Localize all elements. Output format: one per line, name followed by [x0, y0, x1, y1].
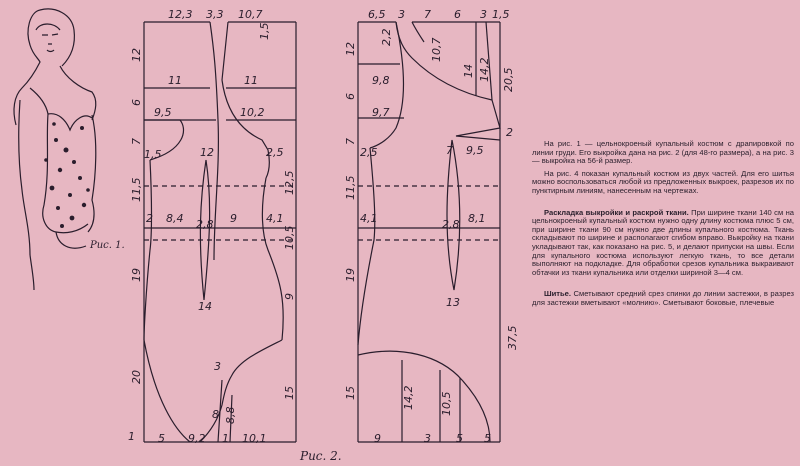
label-b-right-1: 20,5 [502, 67, 515, 92]
paragraph-4-body: Сметывают средний срез спинки до линии застежки, в разрез для застежки вметывают «молнию». Сметывают боковые, плечевые [532, 289, 794, 307]
label-a-left-7: 1 [128, 430, 135, 443]
label-b-bottom-3: 5 [456, 432, 463, 445]
label-b-left-5: 19 [344, 268, 357, 282]
label-a-bottom-4: 10,1 [242, 432, 267, 445]
paragraph-2: На рис. 4 показан купальный костюм из двух частей. Для его шитья можно воспользоваться любой из предложенных выкроек, разрезов их по пунктирным линиям, нанесенным на чертежах. [532, 168, 794, 195]
label-b-in-13: 13 [446, 296, 460, 309]
label-b-in-2: 10,7 [430, 37, 443, 62]
label-a-top-3: 10,7 [238, 8, 263, 21]
label-b-right-3: 37,5 [506, 325, 519, 350]
label-b-in-7: 2,5 [360, 146, 378, 159]
label-b-top-3: 7 [424, 8, 431, 21]
label-a-top-2: 3,3 [206, 8, 224, 21]
label-a-left-5: 19 [130, 268, 143, 282]
label-b-in-3: 14 [462, 64, 475, 78]
label-b-in-1: 2,2 [380, 28, 393, 46]
label-b-in-12: 8,1 [468, 212, 486, 225]
label-a-in-1: 11 [168, 74, 182, 87]
paragraph-4-title: Шитье. [544, 289, 572, 299]
label-a-left-2: 6 [130, 99, 143, 106]
label-b-top-2: 3 [398, 8, 405, 21]
label-b-in-6: 9,7 [372, 106, 390, 119]
label-a-in-4: 10,2 [240, 106, 265, 119]
floral-print [44, 122, 90, 228]
label-a-right-2: 12,5 [283, 170, 296, 195]
label-b-left-4: 11,5 [344, 175, 357, 200]
label-b-in-11: 2,8 [442, 218, 460, 231]
label-b-left-6: 15 [344, 386, 357, 400]
label-a-in-11: 9 [230, 212, 237, 225]
label-b-left-2: 6 [344, 93, 357, 100]
label-b-in-15: 10,5 [440, 391, 453, 416]
label-a-in-13: 14 [198, 300, 212, 313]
label-b-in-9: 9,5 [466, 144, 484, 157]
label-a-left-1: 12 [130, 48, 143, 62]
label-a-in-6: 12 [200, 146, 214, 159]
label-b-top-5: 3 [480, 8, 487, 21]
label-a-in-12: 4,1 [266, 212, 284, 225]
figure-2-caption: Рис. 2. [300, 449, 342, 463]
label-b-bottom-2: 3 [424, 432, 431, 445]
pattern-piece-a [144, 22, 296, 442]
label-a-in-2: 11 [244, 74, 258, 87]
label-a-left-4: 11,5 [130, 177, 143, 202]
label-b-top-4: 6 [454, 8, 461, 21]
label-a-bottom-2: 9,2 [188, 432, 206, 445]
pattern-b-labels [344, 8, 519, 445]
label-a-left-6: 20 [130, 370, 143, 384]
label-a-in-15: 8 [212, 408, 219, 421]
label-b-top-6: 1,5 [492, 8, 510, 21]
figure-1-caption: Рис. 1. [90, 240, 125, 251]
label-a-right-5: 15 [283, 386, 296, 400]
label-b-left-3: 7 [344, 138, 357, 145]
label-a-in-8: 2 [146, 212, 153, 225]
label-a-right-1: 1,5 [258, 22, 271, 40]
label-b-in-14: 14,2 [402, 385, 415, 410]
paragraph-1: На рис. 1 — цельнокроеный купальный костюм с драпировкой по линии груди. Его выкройка дана на рис. 2 (для 48-го размера), а на рис. 3 — выкройка на 56-й размер. [532, 139, 794, 166]
label-a-in-5: 1,5 [144, 148, 162, 161]
label-a-top-1: 12,3 [168, 8, 193, 21]
label-b-bottom-1: 9 [374, 432, 381, 445]
label-a-in-14: 3 [214, 360, 221, 373]
label-a-in-9: 8,4 [166, 212, 184, 225]
label-a-bottom-1: 5 [158, 432, 165, 445]
paragraph-4 [532, 290, 794, 307]
label-a-left-3: 7 [130, 138, 143, 145]
label-b-in-5: 9,8 [372, 74, 390, 87]
article-text [532, 140, 794, 312]
label-a-right-3: 10,5 [283, 225, 296, 250]
label-b-in-8: 7 [446, 144, 453, 157]
label-b-left-1: 12 [344, 42, 357, 56]
paragraph-3-body: При ширине ткани 140 см на цельнокроеный купальный костюм нужно одну длину костюма плюс 5 см, при ширине ткани 90 см нужно две длины купального костюма. Ткань складывают по ширине и располагают сгибом вправо. Выкройку на ткани укладывают так, как показано на рис. 5, и делают припуски на швы. Если для купального костюма используют легкую ткань, то все детали выполняют на подкладке. Для обработки срезов купальника выкраивают обтачки из ткани купальника или отделки шириной 3—4 см. [532, 207, 794, 277]
label-a-bottom-3: 1 [222, 432, 229, 445]
label-b-right-2: 2 [506, 126, 513, 139]
label-a-in-7: 2,5 [266, 146, 284, 159]
woman-illustration [14, 9, 96, 290]
paragraph-3 [532, 209, 794, 278]
label-a-in-16: 8,8 [224, 406, 237, 424]
label-b-bottom-4: 5 [484, 432, 491, 445]
label-a-right-4: 9 [283, 293, 296, 300]
label-b-in-10: 4,1 [360, 212, 378, 225]
paragraph-3-title: Раскладка выкройки и раскрой ткани. [544, 207, 689, 217]
label-b-in-4: 14,2 [478, 57, 491, 82]
label-a-in-10: 2,8 [196, 218, 214, 231]
label-a-in-3: 9,5 [154, 106, 172, 119]
label-b-top-1: 6,5 [368, 8, 386, 21]
